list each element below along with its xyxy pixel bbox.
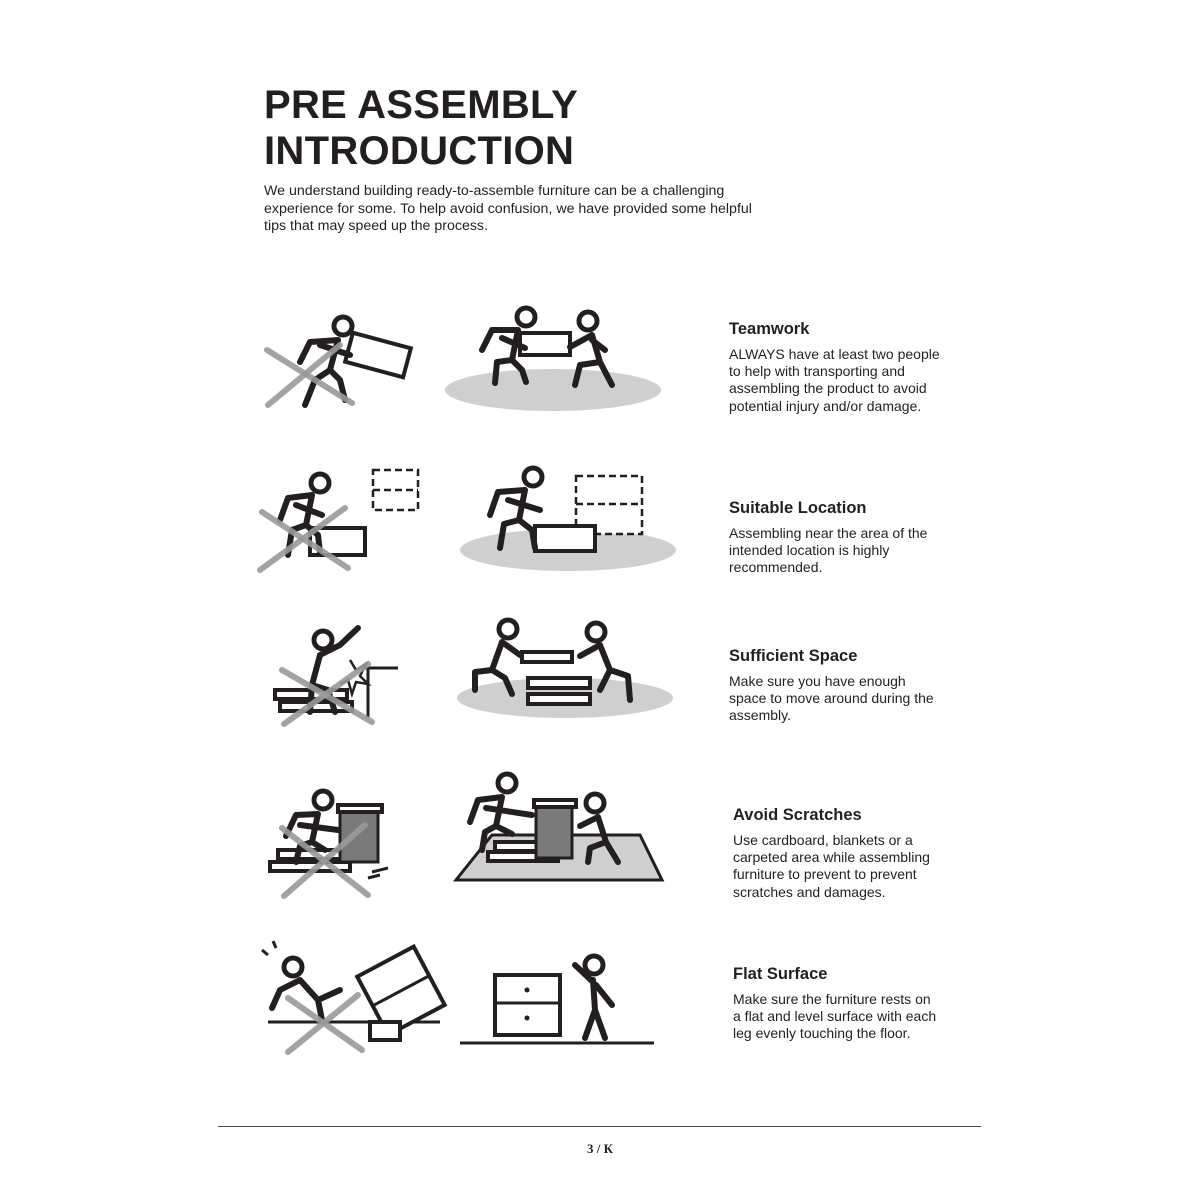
tip-text: Use cardboard, blankets or a carpeted area while assembling furniture to prevent to prevent scratches and damages. <box>733 832 930 900</box>
person-head-icon <box>334 317 352 335</box>
tip-avoid-scratches <box>733 805 973 901</box>
scratches-right-illustration <box>456 774 662 880</box>
space-wrong-illustration <box>275 628 398 724</box>
tip-text: Make sure the furniture rests on a flat and level surface with each leg evenly touching the floor. <box>733 991 937 1042</box>
board-icon <box>535 526 595 551</box>
tip-teamwork <box>729 319 969 415</box>
tip-text: Make sure you have enough space to move around during the assembly. <box>729 673 934 724</box>
flat-right-illustration <box>460 956 654 1043</box>
intro-line-2: experience for some. To help avoid confusion, we have provided some helpful <box>264 200 752 217</box>
cabinet-panel-icon <box>340 810 378 862</box>
location-right-illustration <box>460 468 676 571</box>
tip-text: ALWAYS have at least two people to help with transporting and assembling the product to avoid potential injury and/or damage. <box>729 346 940 414</box>
tip-heading: Sufficient Space <box>729 647 858 665</box>
person-head-icon <box>314 791 332 809</box>
person-head-icon <box>579 312 597 330</box>
tip-heading: Avoid Scratches <box>733 806 862 824</box>
person-head-icon <box>587 623 605 641</box>
person-head-icon <box>517 308 535 326</box>
scratch-marks-icon <box>368 868 388 878</box>
board-icon <box>520 333 570 355</box>
person-head-icon <box>586 794 604 812</box>
board-icon <box>522 652 572 662</box>
person-head-icon <box>585 956 603 974</box>
tip-heading: Teamwork <box>729 320 810 338</box>
tip-heading: Flat Surface <box>733 965 828 983</box>
intro-line-1: We understand building ready-to-assemble furniture can be a challenging <box>264 183 725 199</box>
person-head-icon <box>314 631 332 649</box>
tip-suitable-location <box>729 498 969 577</box>
person-head-icon <box>311 474 329 492</box>
flat-wrong-illustration <box>262 941 445 1052</box>
person-head-icon <box>284 958 302 976</box>
surprise-marks-icon <box>262 941 276 955</box>
footer-divider <box>218 1126 981 1127</box>
person-head-icon <box>499 620 517 638</box>
teamwork-right-illustration <box>445 308 661 411</box>
tip-sufficient-space <box>729 646 969 725</box>
floor-shadow <box>445 369 661 411</box>
tip-heading: Suitable Location <box>729 499 867 517</box>
person-head-icon <box>498 774 516 792</box>
board-icon <box>345 333 411 378</box>
page-title-line-1: PRE ASSEMBLY <box>264 83 579 127</box>
person-head-icon <box>524 468 542 486</box>
page-number: 3 / К <box>586 1141 614 1156</box>
floor-step-icon <box>370 1022 400 1040</box>
level-cabinet-icon <box>495 975 560 1035</box>
cabinet-panel-icon <box>536 806 572 858</box>
space-right-illustration <box>457 620 673 718</box>
tip-flat-surface <box>733 964 973 1043</box>
scratches-wrong-illustration <box>270 791 388 896</box>
intro-line-3: tips that may speed up the process. <box>264 218 488 234</box>
location-wrong-illustration <box>260 470 418 570</box>
page-title-line-2: INTRODUCTION <box>264 129 575 173</box>
tip-text: Assembling near the area of the intended location is highly recommended. <box>729 525 928 576</box>
teamwork-wrong-illustration <box>267 317 411 405</box>
